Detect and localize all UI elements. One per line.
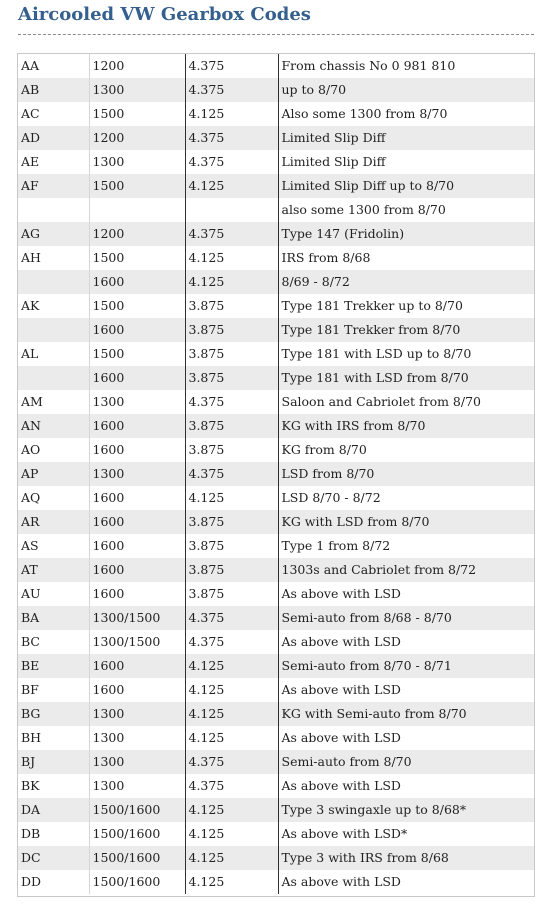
final-drive-ratio-cell: 4.375: [185, 78, 278, 102]
table-row: [18, 606, 534, 630]
final-drive-ratio-cell: 4.125: [185, 822, 278, 846]
final-drive-ratio-cell: 3.875: [185, 558, 278, 582]
application-note-cell: Limited Slip Diff: [281, 154, 386, 169]
application-note-cell: LSD 8/70 - 8/72: [281, 490, 381, 505]
application-note-cell: up to 8/70: [278, 78, 534, 102]
engine-cc-cell: 1200: [92, 58, 125, 73]
gearbox-code-cell: AP: [18, 462, 89, 486]
application-note-cell: KG with Semi-auto from 8/70: [278, 702, 534, 726]
table-row: [18, 582, 534, 606]
table-row: [18, 510, 534, 534]
gearbox-code-cell: AF: [18, 174, 89, 198]
table-row: [18, 414, 534, 438]
gearbox-code-cell: BK: [18, 774, 89, 798]
final-drive-ratio-cell: 4.375: [185, 606, 278, 630]
application-note-cell: LSD from 8/70: [278, 462, 534, 486]
gearbox-code-cell: AS: [18, 534, 89, 558]
engine-cc-cell: 1500: [92, 106, 125, 121]
gearbox-code-cell: BJ: [18, 750, 89, 774]
final-drive-ratio-cell: 4.125: [185, 654, 278, 678]
application-note-cell: KG from 8/70: [281, 442, 367, 457]
gearbox-code-cell: BC: [18, 630, 89, 654]
table-row: [18, 270, 534, 294]
application-note-cell: From chassis No 0 981 810: [281, 58, 456, 73]
application-note-cell: 8/69 - 8/72: [278, 270, 534, 294]
gearbox-code-cell: AE: [18, 150, 89, 174]
table-row: [18, 54, 534, 78]
table-row: [18, 174, 534, 198]
engine-cc-cell: [89, 198, 185, 222]
final-drive-ratio-cell: 3.875: [185, 510, 278, 534]
final-drive-ratio-cell: 4.375: [185, 150, 278, 174]
table-row: [18, 654, 534, 678]
engine-cc-cell: 1500/1600: [89, 846, 185, 870]
final-drive-ratio-cell: 3.875: [185, 582, 278, 606]
application-note-cell: Type 147 (Fridolin): [278, 222, 534, 246]
table-row: [18, 534, 534, 558]
engine-cc-cell: 1300: [89, 750, 185, 774]
gearbox-code-cell: AH: [18, 246, 89, 270]
gearbox-code-cell: [18, 270, 89, 294]
table-row: [18, 366, 534, 390]
table-row: [18, 702, 534, 726]
final-drive-ratio-cell: 4.375: [185, 750, 278, 774]
table-row: [18, 102, 534, 126]
engine-cc-cell: 1500: [89, 174, 185, 198]
gearbox-code-cell: DA: [18, 798, 89, 822]
final-drive-ratio-cell: 4.375: [185, 462, 278, 486]
table-row: [18, 150, 534, 174]
application-note-cell: As above with LSD: [281, 730, 401, 745]
table-row: [18, 798, 534, 822]
gearbox-code-cell: BH: [18, 726, 89, 750]
gearbox-code-cell: AO: [18, 438, 89, 462]
final-drive-ratio-cell: 4.125: [185, 246, 278, 270]
engine-cc-cell: 1300/1500: [92, 634, 161, 649]
table-row: [18, 870, 534, 894]
engine-cc-cell: 1600: [92, 682, 125, 697]
application-note-cell: As above with LSD*: [281, 826, 408, 841]
gearbox-code-cell: AG: [18, 222, 89, 246]
final-drive-ratio-cell: 4.125: [185, 174, 278, 198]
gearbox-code-cell: AT: [18, 558, 89, 582]
table-row: [18, 222, 534, 246]
engine-cc-cell: 1600: [92, 442, 125, 457]
engine-cc-cell: 1500/1600: [92, 826, 161, 841]
gearbox-codes-table-body: [18, 54, 534, 894]
final-drive-ratio-cell: 3.875: [185, 534, 278, 558]
application-note-cell: KG with LSD from 8/70: [278, 510, 534, 534]
gearbox-code-cell: [18, 198, 89, 222]
table-row: [18, 198, 534, 222]
application-note-cell: Type 1 from 8/72: [281, 538, 391, 553]
gearbox-code-cell: DC: [18, 846, 89, 870]
table-row: [18, 630, 534, 654]
final-drive-ratio-cell: 4.125: [185, 798, 278, 822]
engine-cc-cell: 1200: [89, 222, 185, 246]
application-note-cell: Type 181 with LSD up to 8/70: [281, 346, 472, 361]
engine-cc-cell: 1300: [89, 78, 185, 102]
final-drive-ratio-cell: 4.125: [185, 678, 278, 702]
engine-cc-cell: 1300/1500: [89, 606, 185, 630]
final-drive-ratio-cell: 4.375: [185, 774, 278, 798]
final-drive-ratio-cell: 4.375: [185, 222, 278, 246]
table-row: [18, 126, 534, 150]
final-drive-ratio-cell: 4.125: [185, 102, 278, 126]
gearbox-code-cell: AC: [18, 102, 89, 126]
engine-cc-cell: 1200: [89, 126, 185, 150]
gearbox-code-cell: AA: [18, 54, 89, 78]
final-drive-ratio-cell: [185, 198, 278, 222]
application-note-cell: As above with LSD: [281, 778, 401, 793]
engine-cc-cell: 1600: [89, 558, 185, 582]
engine-cc-cell: 1300: [92, 730, 125, 745]
table-row: [18, 822, 534, 846]
gearbox-code-cell: [18, 318, 89, 342]
gearbox-codes-table: [18, 54, 534, 894]
application-note-cell: As above with LSD: [281, 874, 401, 889]
engine-cc-cell: 1600: [89, 366, 185, 390]
application-note-cell: Semi-auto from 8/70: [278, 750, 534, 774]
application-note-cell: Limited Slip Diff: [278, 126, 534, 150]
engine-cc-cell: 1300: [89, 462, 185, 486]
table-row: [18, 342, 534, 366]
application-note-cell: Saloon and Cabriolet from 8/70: [281, 394, 481, 409]
engine-cc-cell: 1600: [92, 538, 125, 553]
final-drive-ratio-cell: 3.875: [185, 294, 278, 318]
gearbox-code-cell: AL: [18, 342, 89, 366]
table-row: [18, 390, 534, 414]
application-note-cell: 1303s and Cabriolet from 8/72: [278, 558, 534, 582]
table-row: [18, 750, 534, 774]
gearbox-code-cell: BG: [18, 702, 89, 726]
gearbox-code-cell: AD: [18, 126, 89, 150]
table-row: [18, 78, 534, 102]
final-drive-ratio-cell: 4.125: [185, 486, 278, 510]
final-drive-ratio-cell: 3.875: [185, 318, 278, 342]
gearbox-codes-table-container: [17, 53, 535, 897]
table-row: [18, 294, 534, 318]
final-drive-ratio-cell: 3.875: [185, 414, 278, 438]
table-row: [18, 726, 534, 750]
gearbox-code-cell: AN: [18, 414, 89, 438]
engine-cc-cell: 1600: [89, 318, 185, 342]
table-row: [18, 462, 534, 486]
final-drive-ratio-cell: 4.125: [185, 846, 278, 870]
engine-cc-cell: 1600: [92, 490, 125, 505]
gearbox-code-cell: AU: [18, 582, 89, 606]
final-drive-ratio-cell: 4.375: [185, 390, 278, 414]
gearbox-code-cell: AM: [18, 390, 89, 414]
gearbox-code-cell: BF: [18, 678, 89, 702]
gearbox-code-cell: [18, 366, 89, 390]
final-drive-ratio-cell: 3.875: [185, 438, 278, 462]
application-note-cell: Semi-auto from 8/70 - 8/71: [278, 654, 534, 678]
gearbox-code-cell: DD: [18, 870, 89, 894]
table-row: [18, 438, 534, 462]
final-drive-ratio-cell: 4.125: [185, 270, 278, 294]
application-note-cell: KG with IRS from 8/70: [278, 414, 534, 438]
final-drive-ratio-cell: 4.125: [185, 870, 278, 894]
table-row: [18, 558, 534, 582]
application-note-cell: Type 181 Trekker from 8/70: [278, 318, 534, 342]
application-note-cell: As above with LSD: [281, 634, 401, 649]
gearbox-code-cell: AR: [18, 510, 89, 534]
gearbox-code-cell: AK: [18, 294, 89, 318]
application-note-cell: Type 3 with IRS from 8/68: [278, 846, 534, 870]
application-note-cell: Type 3 swingaxle up to 8/68*: [278, 798, 534, 822]
table-row: [18, 318, 534, 342]
gearbox-code-cell: BE: [18, 654, 89, 678]
table-row: [18, 486, 534, 510]
title-divider: [18, 34, 534, 35]
final-drive-ratio-cell: 4.125: [185, 702, 278, 726]
engine-cc-cell: 1500: [92, 298, 125, 313]
engine-cc-cell: 1500: [92, 250, 125, 265]
application-note-cell: As above with LSD: [281, 682, 401, 697]
application-note-cell: Type 181 with LSD from 8/70: [278, 366, 534, 390]
final-drive-ratio-cell: 4.375: [185, 630, 278, 654]
application-note-cell: IRS from 8/68: [281, 250, 371, 265]
table-row: [18, 774, 534, 798]
engine-cc-cell: 1600: [89, 270, 185, 294]
final-drive-ratio-cell: 4.375: [185, 126, 278, 150]
application-note-cell: Limited Slip Diff up to 8/70: [278, 174, 534, 198]
gearbox-code-cell: BA: [18, 606, 89, 630]
final-drive-ratio-cell: 3.875: [185, 342, 278, 366]
application-note-cell: Type 181 Trekker up to 8/70: [281, 298, 463, 313]
gearbox-code-cell: DB: [18, 822, 89, 846]
engine-cc-cell: 1600: [92, 586, 125, 601]
table-row: [18, 246, 534, 270]
gearbox-code-cell: AB: [18, 78, 89, 102]
engine-cc-cell: 1500/1600: [92, 874, 161, 889]
engine-cc-cell: 1300: [92, 154, 125, 169]
engine-cc-cell: 1600: [89, 414, 185, 438]
engine-cc-cell: 1300: [92, 778, 125, 793]
final-drive-ratio-cell: 4.125: [185, 726, 278, 750]
table-row: [18, 678, 534, 702]
page-title: Aircooled VW Gearbox Codes: [18, 4, 311, 25]
application-note-cell: also some 1300 from 8/70: [281, 202, 446, 217]
engine-cc-cell: 1300: [89, 702, 185, 726]
final-drive-ratio-cell: 3.875: [185, 366, 278, 390]
engine-cc-cell: 1600: [89, 510, 185, 534]
table-row: [18, 846, 534, 870]
engine-cc-cell: 1500: [92, 346, 125, 361]
application-note-cell: Also some 1300 from 8/70: [281, 106, 448, 121]
engine-cc-cell: 1500/1600: [89, 798, 185, 822]
application-note-cell: Semi-auto from 8/68 - 8/70: [278, 606, 534, 630]
final-drive-ratio-cell: 4.375: [185, 54, 278, 78]
engine-cc-cell: 1300: [92, 394, 125, 409]
gearbox-code-cell: AQ: [18, 486, 89, 510]
application-note-cell: As above with LSD: [281, 586, 401, 601]
engine-cc-cell: 1600: [89, 654, 185, 678]
